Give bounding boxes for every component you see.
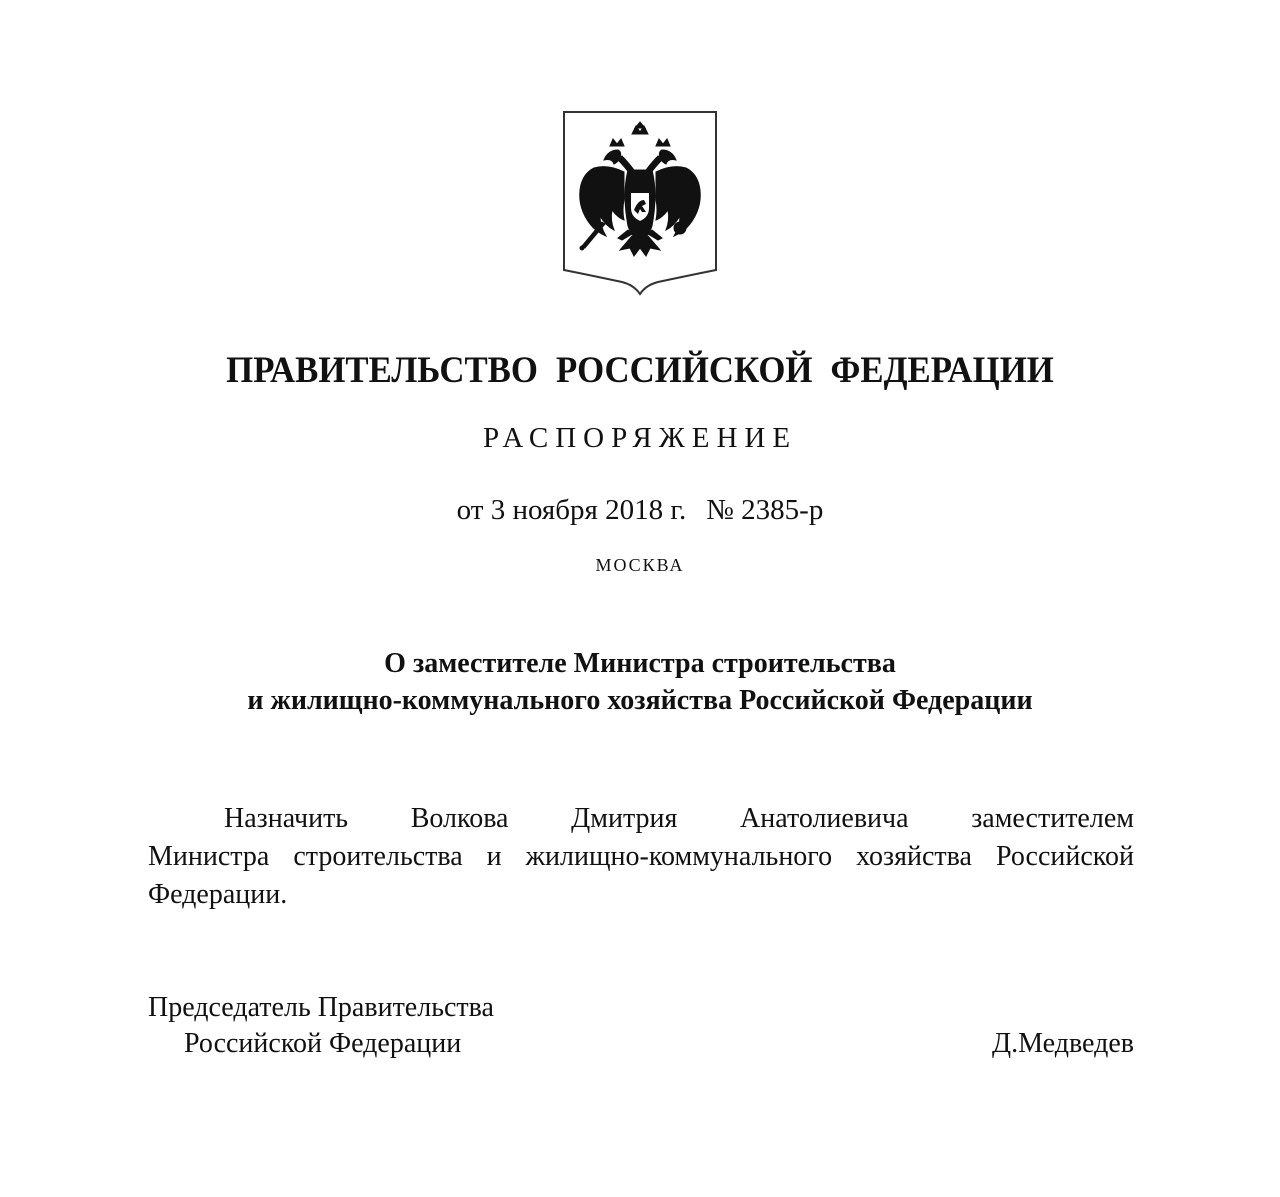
signatory-title-line-1: Председатель Правительства [148, 992, 494, 1023]
body-word: Министра [148, 841, 270, 872]
body-word: строительства [293, 841, 463, 872]
document-body [148, 800, 1134, 914]
body-line-1 [148, 800, 1134, 838]
document-number: № 2385-р [706, 494, 824, 526]
document-heading [0, 645, 1280, 719]
body-word: Волкова [410, 803, 509, 834]
body-word: жилищно-коммунального [525, 841, 833, 872]
document-date-line [0, 490, 1280, 530]
body-word: и [486, 841, 502, 872]
document-city: МОСКВА [595, 555, 685, 575]
body-word: Российской [995, 841, 1134, 872]
document-date: 3 ноября 2018 г. [490, 494, 687, 526]
signatory-name: Д.Медведев [992, 1028, 1134, 1059]
date-prefix: от [456, 494, 484, 526]
government-title: ПРАВИТЕЛЬСТВО РОССИЙСКОЙ ФЕДЕРАЦИИ [226, 350, 1054, 391]
heading-line-2: и жилищно-коммунального хозяйства Российской Федерации [247, 685, 1033, 716]
body-word: Анатолиевича [740, 803, 909, 834]
coat-of-arms-icon [562, 110, 718, 296]
body-line-3: Федерации. [148, 879, 288, 910]
body-word: хозяйства [856, 841, 972, 872]
signatory-title [148, 990, 494, 1062]
signatory-title-line-2: Российской Федерации [184, 1028, 462, 1059]
heading-line-1: О заместителе Министра строительства [384, 648, 896, 679]
body-word: заместителем [971, 803, 1134, 834]
body-word: Назначить [224, 803, 349, 834]
body-line-2 [148, 838, 1134, 876]
document-type: РАСПОРЯЖЕНИЕ [482, 422, 798, 454]
body-word: Дмитрия [571, 803, 678, 834]
